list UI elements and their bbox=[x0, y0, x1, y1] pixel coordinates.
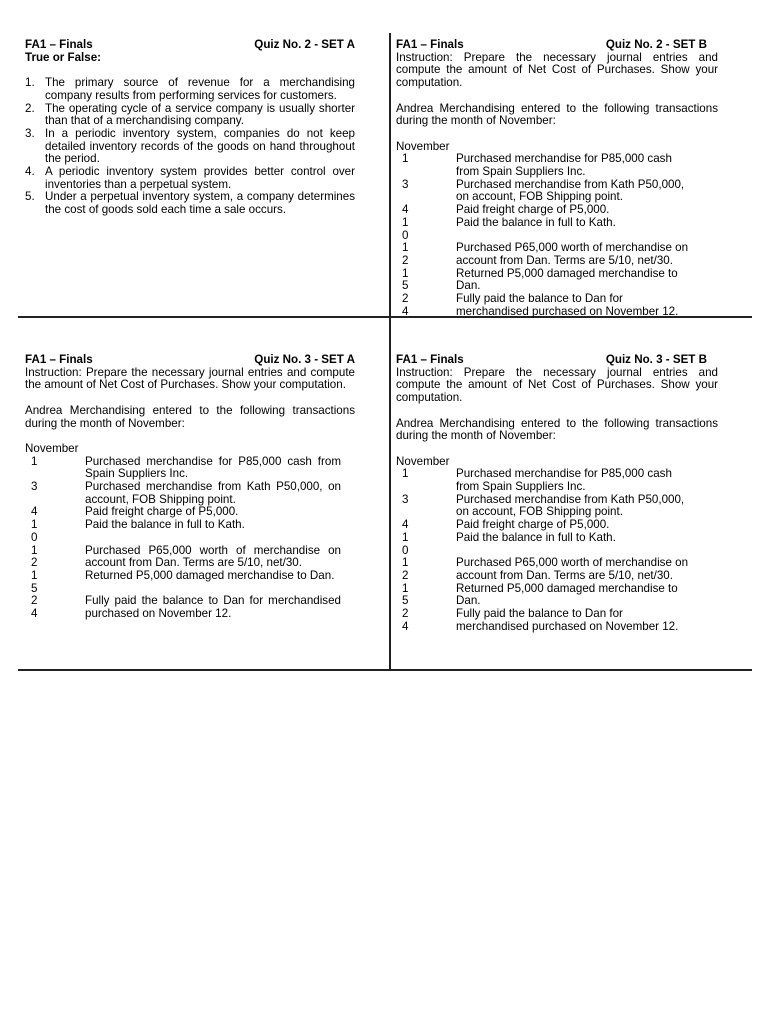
transaction-row bbox=[25, 570, 355, 595]
list-item: 2. The operating cycle of a service company is usually shorter than that of a merchandising company. bbox=[25, 101, 355, 128]
quiz-header bbox=[396, 39, 718, 52]
list-item: 3. In a periodic inventory system, companies do not keep detailed inventory records of the goods on hand throughout the period. bbox=[25, 126, 355, 166]
transaction-row bbox=[396, 468, 718, 493]
transaction-text: Purchased merchandise for P85,000 cash bbox=[456, 467, 672, 481]
transaction-day: 3 bbox=[402, 177, 409, 191]
list-item: 4. A periodic inventory system provides better control over inventories than a perpetual system. bbox=[25, 165, 355, 191]
transaction-row bbox=[396, 494, 718, 519]
transaction-day: 1 bbox=[31, 454, 38, 468]
instruction-text: Instruction: Prepare the necessary journal entries and compute the amount of Net Cost of Purchases. Show your computation. bbox=[396, 365, 718, 405]
transaction-row bbox=[396, 583, 718, 608]
list-item: 1. The primary source of revenue for a merchandising company results from performing services for customers. bbox=[25, 76, 355, 102]
transaction-day: 4 bbox=[402, 518, 409, 532]
transaction-row bbox=[396, 557, 718, 582]
transaction-day: 3 bbox=[402, 492, 409, 506]
transaction-text: Paid freight charge of P5,000. bbox=[85, 505, 239, 519]
intro-text: Andrea Merchandising entered to the following transactions during the month of November: bbox=[396, 101, 718, 128]
transaction-row bbox=[396, 532, 718, 557]
transaction-day: 12 bbox=[31, 543, 38, 570]
quiz-title: Quiz No. 3 - SET B bbox=[605, 353, 707, 366]
transaction-text: Paid freight charge of P5,000. bbox=[456, 518, 610, 532]
transaction-text: Fully paid the balance to Dan for merchandised purchased on November 12. bbox=[85, 594, 341, 621]
transaction-day: 1 bbox=[402, 467, 409, 481]
transaction-text: Fully paid the balance to Dan for bbox=[456, 292, 623, 306]
transaction-row bbox=[396, 179, 718, 204]
transaction-row bbox=[25, 481, 355, 506]
course-title: FA1 – Finals bbox=[25, 38, 93, 51]
instruction-text: Instruction: Prepare the necessary journal entries and compute the amount of Net Cost of Purchases. Show your computation. bbox=[25, 365, 355, 392]
transaction-row bbox=[396, 608, 718, 633]
transaction-row bbox=[396, 268, 718, 293]
transaction-text: Dan. bbox=[456, 594, 481, 608]
list-item: 5. Under a perpetual inventory system, a company determines the cost of goods sold each time a sale occurs. bbox=[25, 190, 355, 217]
quiz-3-set-a bbox=[25, 354, 355, 621]
quiz-2-set-b bbox=[396, 39, 718, 318]
intro-text: Andrea Merchandising entered to the following transactions during the month of November: bbox=[396, 416, 718, 443]
transaction-text: Dan. bbox=[456, 279, 481, 293]
quiz-3-set-b bbox=[396, 354, 718, 633]
intro-text: Andrea Merchandising entered to the following transactions during the month of November: bbox=[25, 403, 355, 430]
quiz-title: Quiz No. 2 - SET A bbox=[254, 38, 355, 51]
quiz-header bbox=[25, 354, 355, 367]
transaction-text: Purchased P65,000 worth of merchandise on bbox=[456, 241, 689, 255]
month-label: November bbox=[396, 454, 450, 468]
transaction-day: 10 bbox=[402, 530, 409, 557]
instruction-text: Instruction: Prepare the necessary journal entries and compute the amount of Net Cost of Purchases. Show your computation. bbox=[396, 50, 718, 90]
quiz-subtitle: True or False: bbox=[25, 50, 102, 64]
transaction-text: Paid freight charge of P5,000. bbox=[456, 203, 610, 217]
transaction-text: on account, FOB Shipping point. bbox=[456, 505, 623, 519]
divider-vertical bbox=[389, 33, 391, 671]
course-title: FA1 – Finals bbox=[396, 38, 464, 51]
transaction-day: 24 bbox=[402, 607, 409, 633]
transaction-text: Returned P5,000 damaged merchandise to bbox=[456, 266, 678, 280]
transaction-text: Fully paid the balance to Dan for bbox=[456, 607, 623, 621]
transaction-day: 4 bbox=[402, 203, 409, 217]
transaction-day: 24 bbox=[402, 292, 409, 318]
transaction-row bbox=[396, 217, 718, 242]
transaction-row bbox=[25, 595, 355, 620]
transaction-day: 15 bbox=[31, 568, 38, 595]
transaction-row bbox=[25, 519, 355, 544]
transaction-text: merchandised purchased on November 12. bbox=[456, 619, 679, 633]
transaction-day: 10 bbox=[402, 215, 409, 242]
quiz-header bbox=[396, 354, 718, 367]
transaction-day: 24 bbox=[31, 594, 38, 621]
divider-horizontal-bottom bbox=[18, 669, 752, 671]
transaction-row bbox=[25, 456, 355, 481]
transaction-text: Purchased merchandise for P85,000 cash from Spain Suppliers Inc. bbox=[85, 454, 341, 481]
transaction-day: 4 bbox=[31, 505, 38, 519]
transaction-text: Paid the balance in full to Kath. bbox=[456, 215, 616, 229]
transaction-text: Purchased P65,000 worth of merchandise on bbox=[456, 556, 689, 570]
transaction-text: from Spain Suppliers Inc. bbox=[456, 165, 586, 178]
transaction-text: Purchased merchandise from Kath P50,000, bbox=[456, 492, 685, 506]
transaction-text: on account, FOB Shipping point. bbox=[456, 190, 623, 204]
transaction-day: 12 bbox=[402, 556, 409, 582]
transaction-row bbox=[396, 204, 718, 217]
transaction-text: account from Dan. Terms are 5/10, net/30. bbox=[456, 253, 673, 267]
true-false-list bbox=[25, 77, 355, 217]
transaction-row bbox=[396, 242, 718, 267]
transaction-row bbox=[25, 545, 355, 570]
quiz-2-set-a bbox=[25, 39, 355, 217]
transaction-text: from Spain Suppliers Inc. bbox=[456, 480, 586, 493]
transaction-day: 10 bbox=[31, 518, 38, 544]
transaction-text: Purchased merchandise from Kath P50,000, on account, FOB Shipping point. bbox=[85, 480, 341, 506]
course-title: FA1 – Finals bbox=[396, 353, 464, 366]
transaction-row bbox=[396, 153, 718, 178]
transaction-text: Paid the balance in full to Kath. bbox=[85, 518, 245, 532]
quiz-title: Quiz No. 2 - SET B bbox=[605, 38, 707, 51]
month-label: November bbox=[396, 139, 450, 153]
transaction-text: Purchased merchandise from Kath P50,000, bbox=[456, 177, 685, 191]
course-title: FA1 – Finals bbox=[25, 353, 93, 366]
transaction-text: Returned P5,000 damaged merchandise to Dan. bbox=[85, 568, 335, 582]
transaction-text: Returned P5,000 damaged merchandise to bbox=[456, 581, 678, 595]
transaction-day: 1 bbox=[402, 152, 409, 166]
transaction-text: account from Dan. Terms are 5/10, net/30. bbox=[456, 568, 673, 582]
transaction-day: 12 bbox=[402, 241, 409, 267]
transaction-text: merchandised purchased on November 12. bbox=[456, 304, 679, 318]
transaction-day: 15 bbox=[402, 266, 409, 293]
quiz-header bbox=[25, 39, 355, 52]
transaction-text: Purchased P65,000 worth of merchandise on account from Dan. Terms are 5/10, net/30. bbox=[85, 543, 341, 570]
transaction-text: Purchased merchandise for P85,000 cash bbox=[456, 152, 672, 166]
quiz-title: Quiz No. 3 - SET A bbox=[254, 353, 355, 366]
month-label: November bbox=[25, 441, 79, 455]
transaction-row bbox=[396, 293, 718, 318]
transaction-row bbox=[396, 519, 718, 532]
transaction-day: 3 bbox=[31, 480, 38, 493]
transaction-text: Paid the balance in full to Kath. bbox=[456, 530, 616, 544]
transaction-day: 15 bbox=[402, 581, 409, 608]
